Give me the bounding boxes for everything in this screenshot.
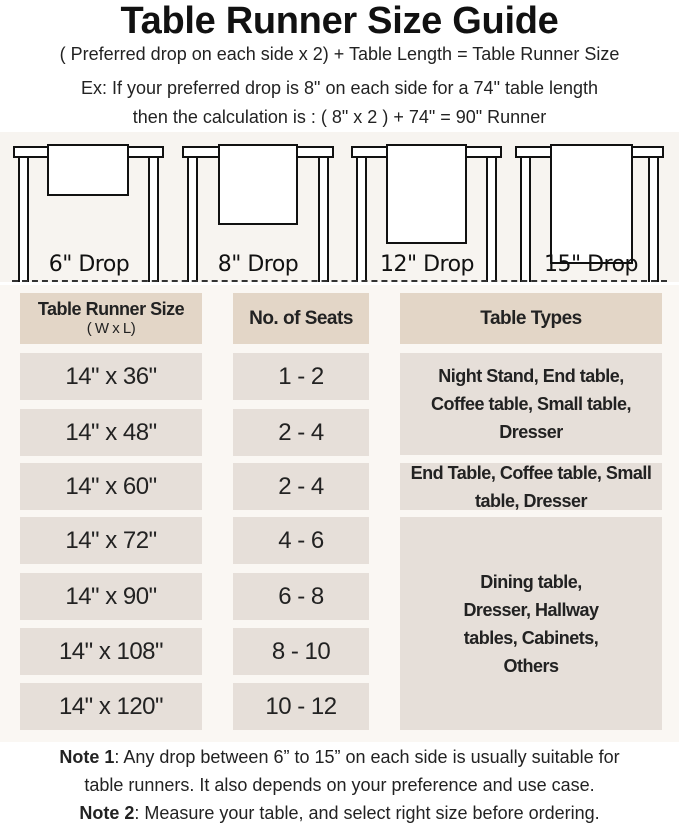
note-1-cont: table runners. It also depends on your preference and use case. <box>84 775 595 795</box>
table-runner <box>387 145 466 243</box>
types-cell-small: Night Stand, End table, Coffee table, Small table, Dresser <box>400 353 662 455</box>
dashed-divider <box>12 280 667 282</box>
drop-label-12: 12" Drop <box>379 252 475 277</box>
header-types <box>400 293 662 344</box>
seats-cell: 2 - 4 <box>233 409 369 456</box>
table-runner <box>551 145 632 263</box>
note-1 <box>0 743 679 771</box>
seats-cell: 2 - 4 <box>233 463 369 510</box>
seats-cell: 1 - 2 <box>233 353 369 400</box>
note-1-text: : Any drop between 6” to 15” on each side is usually suitable for <box>114 747 620 767</box>
note-2 <box>0 799 679 827</box>
drop-label-8: 8" Drop <box>217 252 299 277</box>
seats-cell: 4 - 6 <box>233 517 369 564</box>
types-cell-large: Dining table, Dresser, Hallway tables, Cabinets, Others <box>400 517 662 730</box>
note-2-text: : Measure your table, and select right size before ordering. <box>134 803 600 823</box>
header-types-label: Table Types <box>480 307 582 329</box>
seats-cell: 8 - 10 <box>233 628 369 675</box>
header-seats: No. of Seats <box>233 293 369 344</box>
example-calculation: then the calculation is : ( 8" x 2 ) + 74" = 90" Runner <box>132 107 547 127</box>
note-2-label: Note 2 <box>79 803 135 823</box>
page-title: Table Runner Size Guide <box>120 0 559 42</box>
size-cell: 14" x 36" <box>20 353 202 400</box>
size-cell: 14" x 48" <box>20 409 202 456</box>
size-cell: 14" x 108" <box>20 628 202 675</box>
drop-label-15: 15" Drop <box>543 252 639 277</box>
example-text: Ex: If your preferred drop is 8" on each side for a 74" table length <box>80 78 599 98</box>
drop-label-6: 6" Drop <box>48 252 130 277</box>
seats-cell: 6 - 8 <box>233 573 369 620</box>
types-cell-medium: End Table, Coffee table, Small table, Dresser <box>400 463 662 510</box>
header-size <box>20 293 202 344</box>
table-runner <box>219 145 297 224</box>
size-cell: 14" x 72" <box>20 517 202 564</box>
seats-cell: 10 - 12 <box>233 683 369 730</box>
size-cell: 14" x 90" <box>20 573 202 620</box>
header-size-label: Table Runner Size <box>37 298 185 319</box>
size-cell: 14" x 120" <box>20 683 202 730</box>
formula-text: ( Preferred drop on each side x 2) + Table Length = Table Runner Size <box>59 44 620 64</box>
size-cell: 14" x 60" <box>20 463 202 510</box>
table-runner <box>48 145 128 195</box>
header-size-sub: ( W x L) <box>86 319 136 337</box>
note-1-label: Note 1 <box>59 747 115 767</box>
